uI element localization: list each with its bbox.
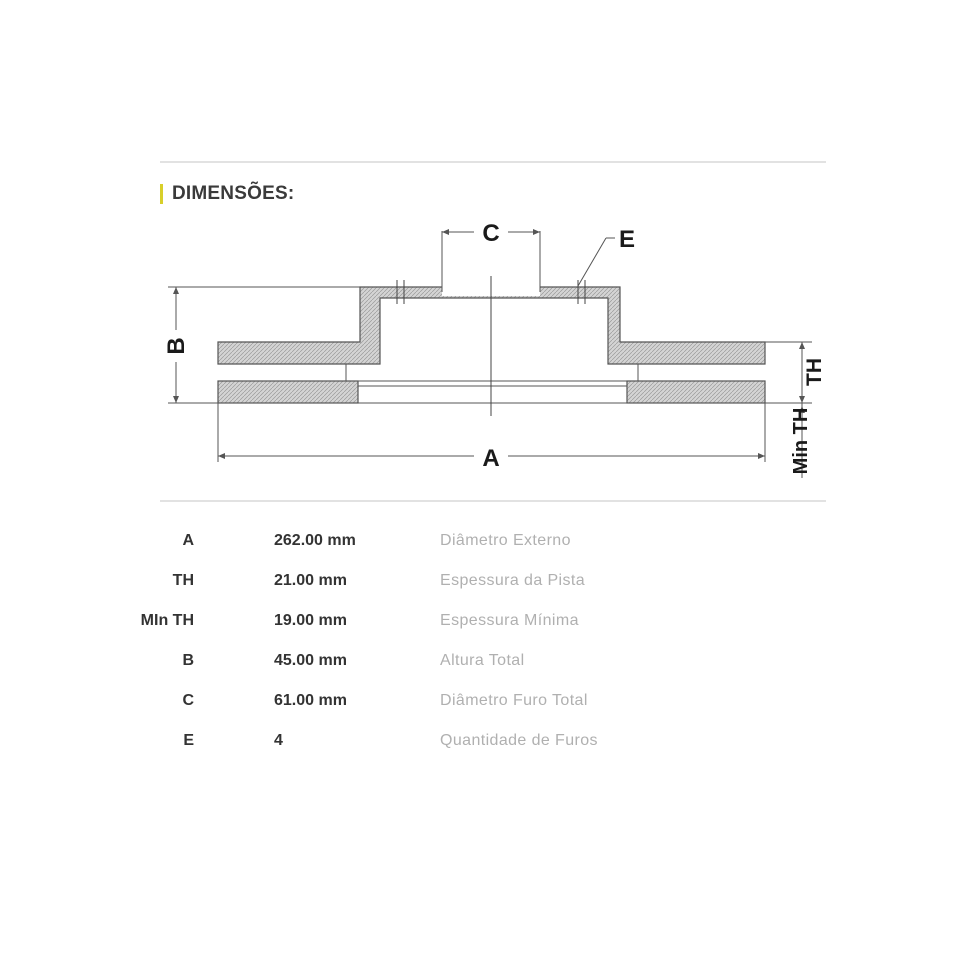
spec-row <box>150 688 670 718</box>
spec-label: A <box>182 532 194 549</box>
spec-row <box>150 528 670 558</box>
spec-description: Espessura Mínima <box>440 612 579 629</box>
spec-description: Altura Total <box>440 652 525 669</box>
spec-description: Diâmetro Externo <box>440 532 571 549</box>
label-min-th: Min TH <box>790 407 812 475</box>
label-c: C <box>482 220 500 247</box>
spec-row <box>150 648 670 678</box>
spec-label: C <box>182 692 194 709</box>
spec-description: Diâmetro Furo Total <box>440 692 588 709</box>
section-title: DIMENSÕES: <box>172 183 295 204</box>
spec-label: TH <box>172 572 194 589</box>
spec-row <box>150 568 670 598</box>
spec-value: 4 <box>274 732 283 749</box>
label-b: B <box>163 337 190 355</box>
spec-label: B <box>182 652 194 669</box>
spec-value: 262.00 mm <box>274 532 356 549</box>
disc-lower-left <box>218 381 358 403</box>
label-th: TH <box>803 358 826 386</box>
middle-divider <box>160 500 826 502</box>
disc-lower-right <box>627 381 765 403</box>
spec-description: Quantidade de Furos <box>440 732 598 749</box>
spec-value: 45.00 mm <box>274 652 347 669</box>
label-e: E <box>619 226 636 253</box>
spec-label: E <box>183 732 194 749</box>
spec-row <box>150 728 670 758</box>
label-a: A <box>482 445 500 472</box>
spec-value: 19.00 mm <box>274 612 347 629</box>
spec-value: 61.00 mm <box>274 692 347 709</box>
spec-description: Espessura da Pista <box>440 572 586 589</box>
spec-row <box>140 608 670 638</box>
spec-value: 21.00 mm <box>274 572 347 589</box>
spec-label: MIn TH <box>140 612 194 629</box>
